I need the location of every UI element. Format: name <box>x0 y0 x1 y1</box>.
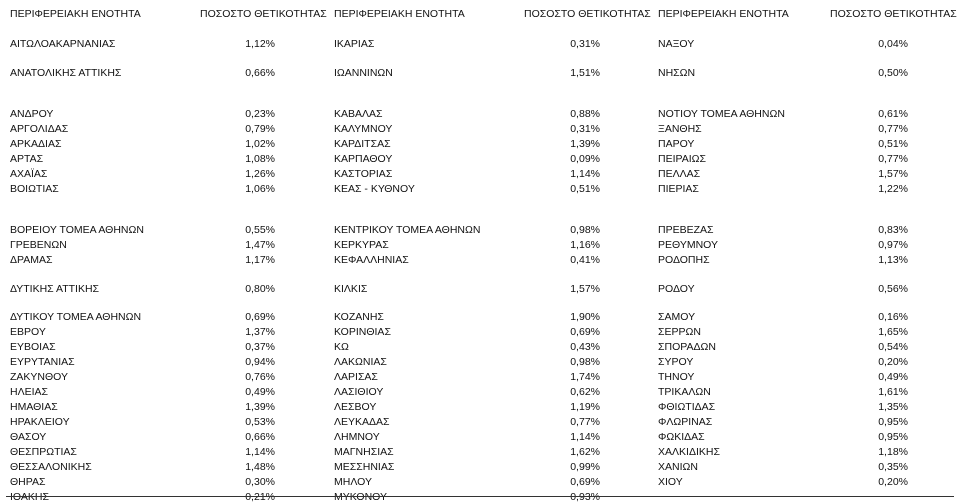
region-name: ΕΥΡΥΤΑΝΙΑΣ <box>10 356 75 368</box>
positivity-rate: 0,95% <box>878 416 908 428</box>
positivity-rate: 0,55% <box>245 224 275 236</box>
region-name: ΑΝΔΡΟΥ <box>10 108 54 120</box>
positivity-rate: 0,98% <box>570 224 600 236</box>
positivity-rate: 0,80% <box>245 283 275 295</box>
region-name: ΜΥΚΟΝΟΥ <box>334 491 388 503</box>
positivity-rate: 0,09% <box>570 153 600 165</box>
positivity-rate: 1,57% <box>570 283 600 295</box>
positivity-rate: 0,31% <box>570 123 600 135</box>
positivity-rate: 1,90% <box>570 311 600 323</box>
region-name: ΚΩ <box>334 341 349 353</box>
region-name: ΗΜΑΘΙΑΣ <box>10 401 58 413</box>
region-name: ΚΕΦΑΛΛΗΝΙΑΣ <box>334 254 409 266</box>
positivity-rate: 0,77% <box>878 153 908 165</box>
region-name: ΝΗΣΩΝ <box>658 67 696 79</box>
region-name: ΚΟΖΑΝΗΣ <box>334 311 384 323</box>
positivity-rate: 0,77% <box>878 123 908 135</box>
region-name: ΛΑΡΙΣΑΣ <box>334 371 378 383</box>
region-name: ΚΕΡΚΥΡΑΣ <box>334 239 389 251</box>
positivity-rate: 1,13% <box>878 254 908 266</box>
positivity-rate: 1,47% <box>245 239 275 251</box>
positivity-rate: 1,22% <box>878 183 908 195</box>
positivity-rate: 0,94% <box>245 356 275 368</box>
region-name: ΔΡΑΜΑΣ <box>10 254 53 266</box>
positivity-rate: 1,02% <box>245 138 275 150</box>
positivity-rate: 1,12% <box>245 38 275 50</box>
column-header-region: ΠΕΡΙΦΕΡΕΙΑΚΗ ΕΝΟΤΗΤΑ <box>334 8 465 20</box>
positivity-rate: 0,30% <box>245 476 275 488</box>
positivity-rate: 0,35% <box>878 461 908 473</box>
positivity-rate: 1,57% <box>878 168 908 180</box>
region-name: ΙΚΑΡΙΑΣ <box>334 38 375 50</box>
positivity-rate: 0,99% <box>570 461 600 473</box>
positivity-rate: 0,51% <box>878 138 908 150</box>
positivity-rate: 0,69% <box>570 326 600 338</box>
region-name: ΚΑΛΥΜΝΟΥ <box>334 123 393 135</box>
positivity-rate: 1,74% <box>570 371 600 383</box>
positivity-rate: 0,16% <box>878 311 908 323</box>
region-name: ΘΗΡΑΣ <box>10 476 46 488</box>
region-name: ΔΥΤΙΚΗΣ ΑΤΤΙΚΗΣ <box>10 283 100 295</box>
region-name: ΘΕΣΠΡΩΤΙΑΣ <box>10 446 77 458</box>
region-name: ΘΑΣΟΥ <box>10 431 47 443</box>
positivity-rate: 1,48% <box>245 461 275 473</box>
positivity-rate: 0,37% <box>245 341 275 353</box>
region-name: ΦΛΩΡΙΝΑΣ <box>658 416 713 428</box>
region-name: ΝΑΞΟΥ <box>658 38 695 50</box>
positivity-rate: 1,35% <box>878 401 908 413</box>
region-name: ΚΟΡΙΝΘΙΑΣ <box>334 326 391 338</box>
positivity-rate: 0,20% <box>878 356 908 368</box>
positivity-rate: 0,66% <box>245 67 275 79</box>
positivity-rate: 0,97% <box>878 239 908 251</box>
positivity-rate: 0,83% <box>878 224 908 236</box>
region-name: ΚΑΒΑΛΑΣ <box>334 108 383 120</box>
positivity-rate: 0,41% <box>570 254 600 266</box>
positivity-rate: 0,50% <box>878 67 908 79</box>
region-name: ΚΑΡΠΑΘΟΥ <box>334 153 393 165</box>
region-name: ΦΘΙΩΤΙΔΑΣ <box>658 401 716 413</box>
positivity-rate: 0,43% <box>570 341 600 353</box>
region-name: ΚΑΡΔΙΤΣΑΣ <box>334 138 391 150</box>
region-name: ΧΑΛΚΙΔΙΚΗΣ <box>658 446 720 458</box>
region-name: ΣΑΜΟΥ <box>658 311 696 323</box>
region-name: ΓΡΕΒΕΝΩΝ <box>10 239 67 251</box>
region-name: ΡΟΔΟΠΗΣ <box>658 254 710 266</box>
positivity-rate: 0,95% <box>878 431 908 443</box>
region-name: ΗΛΕΙΑΣ <box>10 386 49 398</box>
region-name: ΛΑΚΩΝΙΑΣ <box>334 356 387 368</box>
region-name: ΑΡΤΑΣ <box>10 153 44 165</box>
region-name: ΕΥΒΟΙΑΣ <box>10 341 56 353</box>
region-name: ΡΟΔΟΥ <box>658 283 695 295</box>
positivity-rate: 1,14% <box>245 446 275 458</box>
region-name: ΠΕΙΡΑΙΩΣ <box>658 153 706 165</box>
positivity-rate: 0,56% <box>878 283 908 295</box>
positivity-rate: 1,37% <box>245 326 275 338</box>
positivity-rate: 0,21% <box>245 491 275 503</box>
region-name: ΑΡΚΑΔΙΑΣ <box>10 138 62 150</box>
positivity-rate: 0,54% <box>878 341 908 353</box>
region-name: ΠΙΕΡΙΑΣ <box>658 183 699 195</box>
region-name: ΚΙΛΚΙΣ <box>334 283 368 295</box>
region-name: ΑΝΑΤΟΛΙΚΗΣ ΑΤΤΙΚΗΣ <box>10 67 122 79</box>
positivity-rate: 0,61% <box>878 108 908 120</box>
column-header-region: ΠΕΡΙΦΕΡΕΙΑΚΗ ΕΝΟΤΗΤΑ <box>658 8 789 20</box>
positivity-rate: 1,06% <box>245 183 275 195</box>
region-name: ΞΑΝΘΗΣ <box>658 123 702 135</box>
positivity-rate: 1,17% <box>245 254 275 266</box>
positivity-rate: 0,49% <box>245 386 275 398</box>
region-name: ΜΕΣΣΗΝΙΑΣ <box>334 461 395 473</box>
positivity-rate: 0,88% <box>570 108 600 120</box>
column-header-rate: ΠΟΣΟΣΤΟ ΘΕΤΙΚΟΤΗΤΑΣ <box>200 8 327 20</box>
region-name: ΚΕΑΣ - ΚΥΘΝΟΥ <box>334 183 415 195</box>
region-name: ΜΑΓΝΗΣΙΑΣ <box>334 446 394 458</box>
region-name: ΣΕΡΡΩΝ <box>658 326 701 338</box>
region-name: ΠΡΕΒΕΖΑΣ <box>658 224 714 236</box>
positivity-rate: 1,08% <box>245 153 275 165</box>
positivity-rate: 0,76% <box>245 371 275 383</box>
positivity-rate: 0,62% <box>570 386 600 398</box>
region-name: ΗΡΑΚΛΕΙΟΥ <box>10 416 70 428</box>
region-name: ΔΥΤΙΚΟΥ ΤΟΜΕΑ ΑΘΗΝΩΝ <box>10 311 142 323</box>
region-name: ΤΡΙΚΑΛΩΝ <box>658 386 711 398</box>
region-name: ΝΟΤΙΟΥ ΤΟΜΕΑ ΑΘΗΝΩΝ <box>658 108 785 120</box>
positivity-rate: 1,39% <box>245 401 275 413</box>
region-name: ΛΕΣΒΟΥ <box>334 401 377 413</box>
region-name: ΒΟΡΕΙΟΥ ΤΟΜΕΑ ΑΘΗΝΩΝ <box>10 224 144 236</box>
region-name: ΙΘΑΚΗΣ <box>10 491 49 503</box>
region-name: ΑΙΤΩΛΟΑΚΑΡΝΑΝΙΑΣ <box>10 38 116 50</box>
positivity-rate: 0,23% <box>245 108 275 120</box>
region-name: ΛΑΣΙΘΙΟΥ <box>334 386 384 398</box>
region-name: ΛΕΥΚΑΔΑΣ <box>334 416 390 428</box>
bottom-rule <box>6 496 954 497</box>
positivity-rate: 1,14% <box>570 168 600 180</box>
positivity-rate: 0,51% <box>570 183 600 195</box>
region-name: ΦΩΚΙΔΑΣ <box>658 431 705 443</box>
region-name: ΣΠΟΡΑΔΩΝ <box>658 341 716 353</box>
region-name: ΠΕΛΛΑΣ <box>658 168 701 180</box>
region-name: ΑΧΑΪΑΣ <box>10 168 48 180</box>
positivity-rate: 0,93% <box>570 491 600 503</box>
region-name: ΚΕΝΤΡΙΚΟΥ ΤΟΜΕΑ ΑΘΗΝΩΝ <box>334 224 481 236</box>
positivity-rate: 1,16% <box>570 239 600 251</box>
positivity-rate: 1,39% <box>570 138 600 150</box>
positivity-rate: 1,62% <box>570 446 600 458</box>
positivity-rate: 0,49% <box>878 371 908 383</box>
region-name: ΤΗΝΟΥ <box>658 371 695 383</box>
positivity-rate: 0,77% <box>570 416 600 428</box>
positivity-rate: 1,18% <box>878 446 908 458</box>
positivity-rate: 1,61% <box>878 386 908 398</box>
positivity-rate: 0,79% <box>245 123 275 135</box>
region-name: ΣΥΡΟΥ <box>658 356 694 368</box>
region-name: ΡΕΘΥΜΝΟΥ <box>658 239 719 251</box>
region-name: ΜΗΛΟΥ <box>334 476 372 488</box>
region-name: ΕΒΡΟΥ <box>10 326 46 338</box>
region-name: ΛΗΜΝΟΥ <box>334 431 380 443</box>
column-header-region: ΠΕΡΙΦΕΡΕΙΑΚΗ ΕΝΟΤΗΤΑ <box>10 8 141 20</box>
positivity-rate: 0,04% <box>878 38 908 50</box>
positivity-rate: 0,66% <box>245 431 275 443</box>
column-header-rate: ΠΟΣΟΣΤΟ ΘΕΤΙΚΟΤΗΤΑΣ <box>830 8 957 20</box>
positivity-rate: 0,31% <box>570 38 600 50</box>
positivity-rate: 0,53% <box>245 416 275 428</box>
positivity-rate: 0,69% <box>570 476 600 488</box>
positivity-rate: 1,14% <box>570 431 600 443</box>
positivity-rate: 1,65% <box>878 326 908 338</box>
region-name: ΖΑΚΥΝΘΟΥ <box>10 371 69 383</box>
positivity-rate: 0,20% <box>878 476 908 488</box>
positivity-rate: 0,98% <box>570 356 600 368</box>
positivity-rate: 0,69% <box>245 311 275 323</box>
positivity-rate: 1,51% <box>570 67 600 79</box>
region-name: ΘΕΣΣΑΛΟΝΙΚΗΣ <box>10 461 92 473</box>
region-name: ΧΑΝΙΩΝ <box>658 461 698 473</box>
region-name: ΠΑΡΟΥ <box>658 138 695 150</box>
region-name: ΑΡΓΟΛΙΔΑΣ <box>10 123 69 135</box>
region-name: ΙΩΑΝΝΙΝΩΝ <box>334 67 393 79</box>
positivity-rate: 1,19% <box>570 401 600 413</box>
positivity-rate: 1,26% <box>245 168 275 180</box>
region-name: ΒΟΙΩΤΙΑΣ <box>10 183 59 195</box>
region-name: ΚΑΣΤΟΡΙΑΣ <box>334 168 393 180</box>
region-name: ΧΙΟΥ <box>658 476 683 488</box>
column-header-rate: ΠΟΣΟΣΤΟ ΘΕΤΙΚΟΤΗΤΑΣ <box>524 8 651 20</box>
